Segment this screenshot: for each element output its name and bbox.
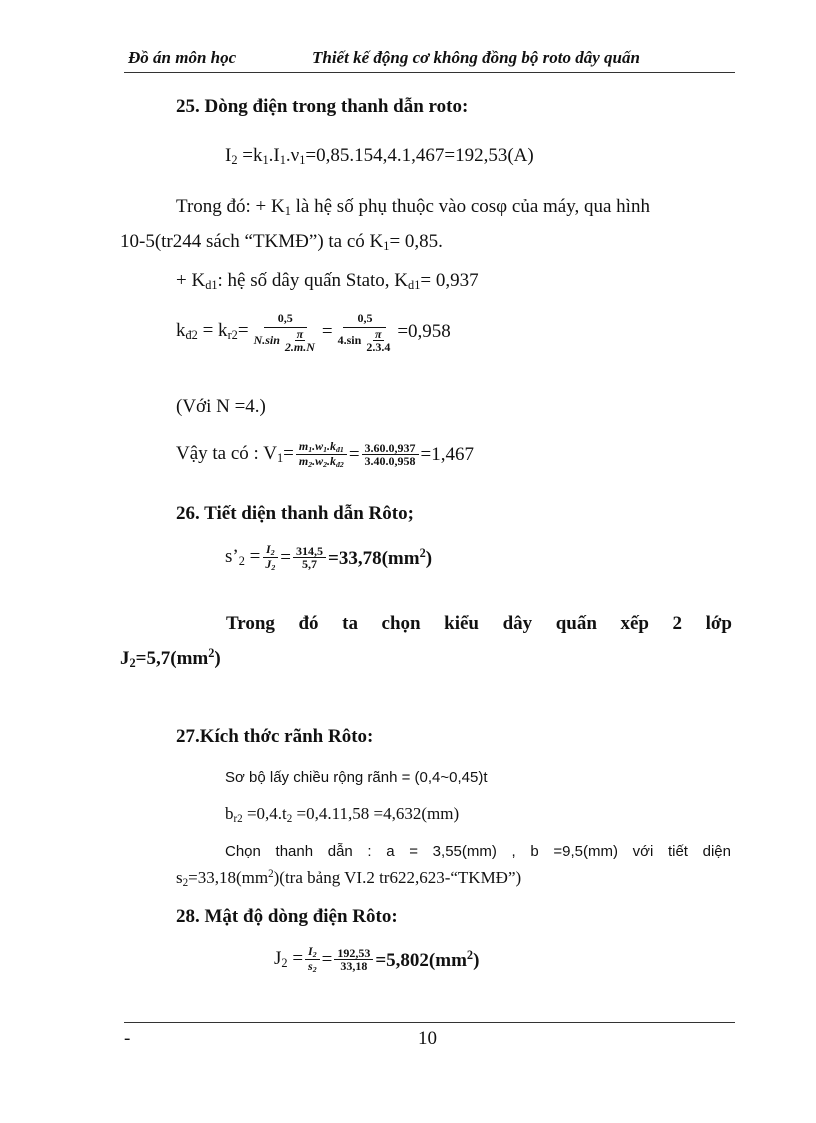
s27-line-1: Sơ bộ lấy chiều rộng rãnh = (0,4~0,45)t (225, 769, 488, 786)
kd1-line: + $K_{d1}$: hệ số dây quấn Stato, $K_{d1}= 0,937$ (176, 270, 479, 293)
section-27-heading: 27.Kích thớc rãnh Rôto: (176, 726, 374, 747)
j2-result: $=5,802(mm^2)$ (375, 947, 480, 971)
j2-fraction-2: $\frac{192,53}{33,18}$ (334, 947, 373, 973)
header-right: Thiết kế động cơ không đồng bộ roto dây quấn (312, 48, 640, 67)
footer-rule (124, 1022, 735, 1023)
kd2-formula: $k_{đ2} = k_{r2}=$ 0,5 N.sin $\frac{\pi}{2.m.N}$ = 0,5 4.sin $\frac{\pi}{2.3.4}$ =0,958 (176, 311, 451, 355)
v1-fraction-2: $\frac{3.60.0,937}{3.40.0,958}$ (362, 442, 419, 468)
j2-fraction-1: $\frac{I_2}{s_2}$ (305, 945, 320, 974)
footer-dash: - (124, 1028, 131, 1049)
kd2-fraction-1: 0,5 N.sin $\frac{\pi}{2.m.N}$ (253, 311, 315, 355)
j2-formula: $J_2$ = $\frac{I_2}{s_2}$ = $\frac{192,53}{33,18}$ $=5,802(mm^2)$ (274, 944, 480, 975)
v1-fraction-1: $\frac{m_1.w_1.k_{đ1}}{m_2.w_2.k_{đ2}}$ (296, 440, 347, 469)
j2-lhs: $J_2$ = (274, 948, 304, 971)
kd2-fraction-2: 0,5 4.sin $\frac{\pi}{2.3.4}$ (337, 311, 391, 355)
where-line-1: Trong đó: + $K_1$ là hệ số phụ thuộc vào cosφ của máy, qua hình (176, 196, 650, 219)
section-28-heading: 28. Mật độ dòng điện Rôto: (176, 906, 398, 927)
s26-text-line-1: Trong đó ta chọn kiểu dây quấn xếp 2 lớp (226, 613, 732, 634)
s27-line-2: $b_{r2} =0,4.t_2 =0,4.11,58 =4,632(mm)$ (225, 804, 460, 825)
s26-text-line-2: $J_2=5,7(mm^2)$ (120, 646, 221, 670)
current-formula: $I_2 =k_1.I_1.\nu_1=0,85.154,4.1,467=192,53(A)$ (225, 145, 534, 168)
header-left: Đồ án môn học (128, 48, 237, 67)
header-rule (124, 72, 735, 73)
kd2-result: =0,958 (397, 320, 451, 342)
kd2-prefix: $k_{đ2} = k_{r2}=$ (176, 320, 249, 343)
s2-lhs: $s’_2$ = (225, 546, 261, 569)
s27-line-3: Chọn thanh dẫn : a = 3,55(mm) , b =9,5(mm) với tiết diện (225, 843, 731, 860)
with-n-note: (Với N =4.) (176, 396, 266, 417)
s2-result: $=33,78(mm^2)$ (328, 545, 433, 569)
section-26-heading: 26. Tiết diện thanh dẫn Rôto; (176, 503, 414, 524)
s2-formula: $s’_2$ = $\frac{I_2}{J_2}$ = $\frac{314,5}{5,7}$ $=33,78(mm^2)$ (225, 542, 433, 573)
v1-prefix: Vậy ta có : $V_1=$ (176, 443, 294, 466)
page-number: 10 (418, 1028, 437, 1049)
section-25-heading: 25. Dòng điện trong thanh dẫn roto: (176, 96, 469, 117)
s2-fraction-2: $\frac{314,5}{5,7}$ (293, 545, 326, 571)
s27-line-4: $s_2=33,18(mm^2)(tra$ bảng VI.2 tr622,623-“TKMĐ”) (176, 868, 522, 889)
where-line-2: 10-5(tr244 sách “TKMĐ”) ta có $K_1= 0,85$. (120, 231, 443, 254)
v1-formula: Vậy ta có : $V_1=$ $\frac{m_1.w_1.k_{đ1}}{m_2.w_2.k_{đ2}}$ = $\frac{3.60.0,937}{3.40.0,958}$ =1,467 (176, 439, 475, 470)
v1-result: =1,467 (420, 443, 475, 465)
s2-fraction-1: $\frac{I_2}{J_2}$ (262, 543, 278, 572)
